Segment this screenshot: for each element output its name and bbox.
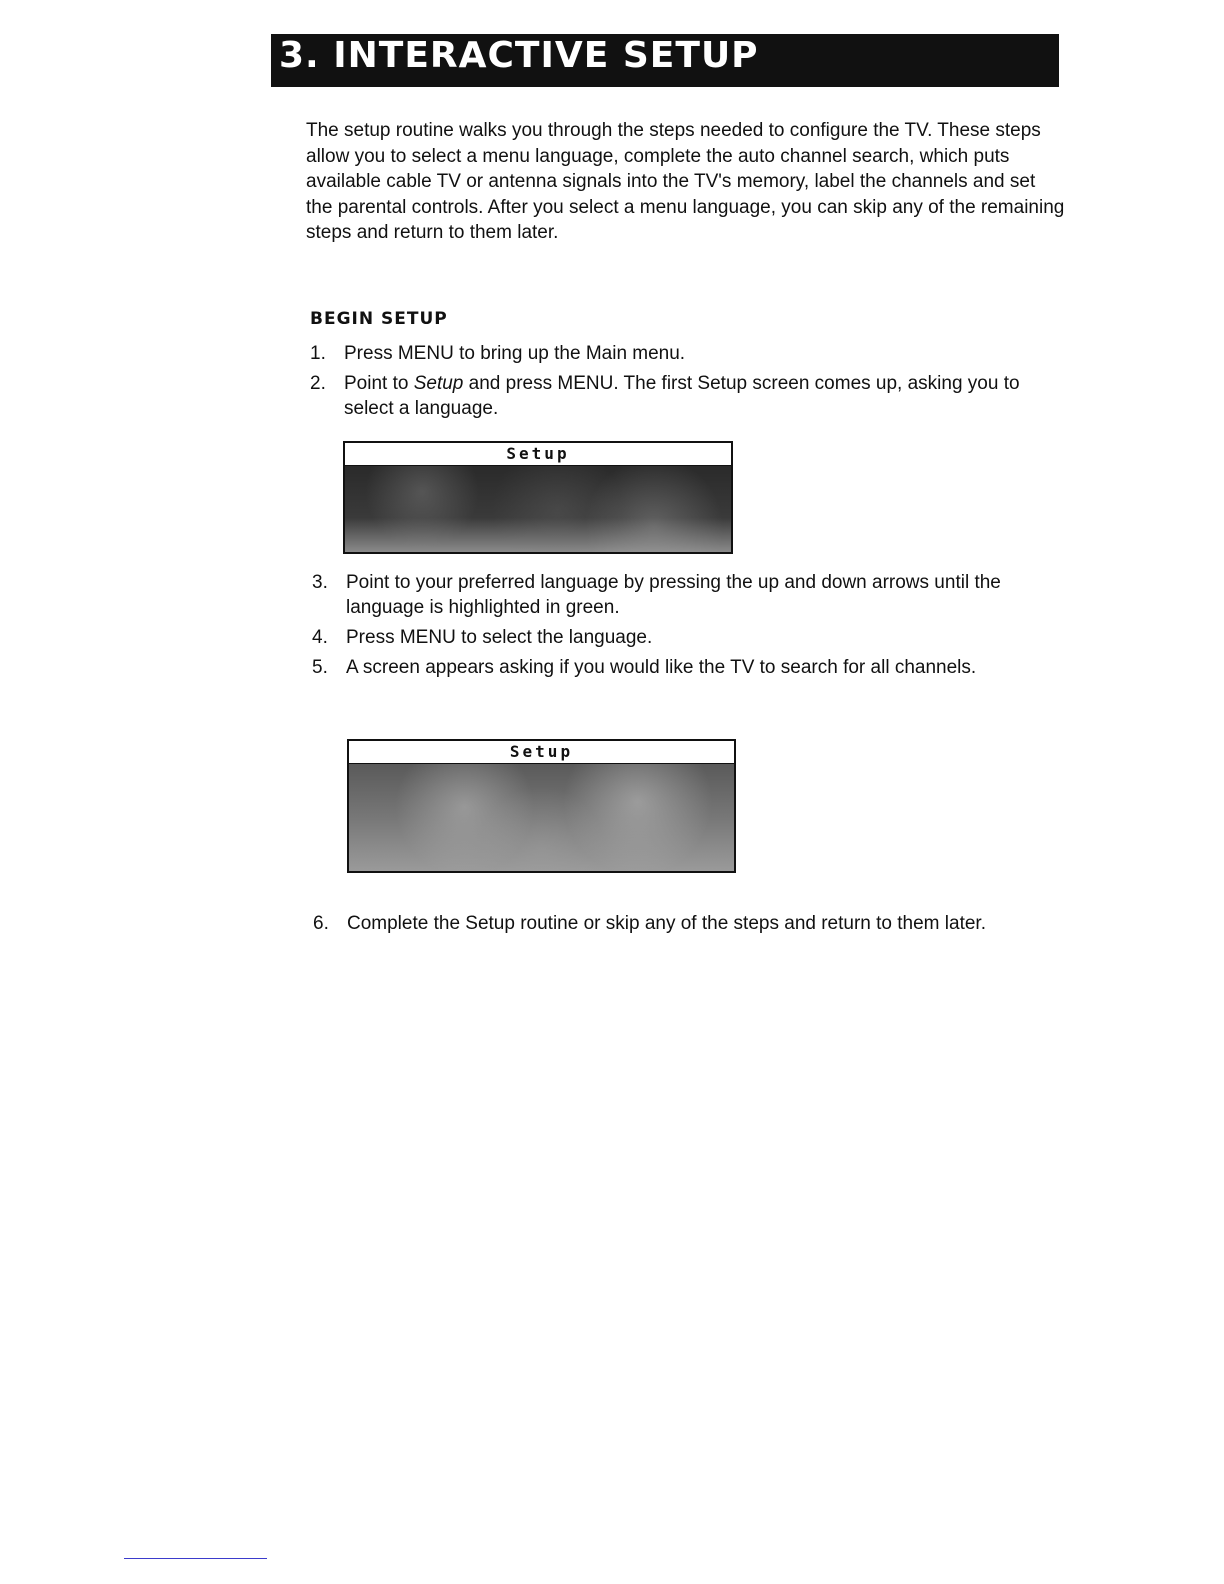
step-number: 2. xyxy=(310,373,326,394)
step-number: 5. xyxy=(312,657,328,678)
step-text: Point to your preferred language by pressing the up and down arrows until the language is highlighted in green. xyxy=(346,572,1001,618)
step-text: Complete the Setup routine or skip any of the steps and return to them later. xyxy=(347,913,986,934)
step-number: 1. xyxy=(310,343,326,364)
screen-title: Setup xyxy=(345,443,731,466)
step-text: Press MENU to bring up the Main menu. xyxy=(344,343,686,364)
step-item xyxy=(312,656,1052,681)
step-text: A screen appears asking if you would like the TV to search for all channels. xyxy=(346,657,977,678)
step-item xyxy=(310,342,1050,367)
step-text xyxy=(344,372,1050,421)
step-item xyxy=(312,571,1052,620)
step-item xyxy=(310,372,1050,421)
step-number: 3. xyxy=(312,572,328,593)
screen-content-image xyxy=(345,466,731,552)
screen-content-image xyxy=(349,764,734,871)
footer-rule xyxy=(124,1558,267,1559)
setup-emphasis: Setup xyxy=(413,373,464,394)
chapter-title: 3. INTERACTIVE SETUP xyxy=(279,35,759,76)
step-number: 6. xyxy=(313,913,329,934)
screen-title: Setup xyxy=(349,741,734,764)
chapter-title-bar xyxy=(271,34,1059,87)
step-text-part: Point to xyxy=(344,373,414,394)
section-heading: BEGIN SETUP xyxy=(310,309,448,329)
step-text: Press MENU to select the language. xyxy=(346,627,653,648)
step-text-part: and press MENU. The first Setup screen comes up, asking you to select a language. xyxy=(344,373,1020,419)
setup-screen-image xyxy=(347,739,736,873)
setup-screen-image xyxy=(343,441,733,554)
step-item xyxy=(312,626,1052,651)
step-number: 4. xyxy=(312,627,328,648)
intro-paragraph: The setup routine walks you through the steps needed to configure the TV. These steps allow you to select a menu language, complete the auto channel search, which puts available cable TV or antenna signals into the TV's memory, label the channels and set the parental controls. After you select a menu language, you can skip any of the remaining steps and return to them later. xyxy=(306,120,1065,244)
step-item xyxy=(313,912,1053,937)
